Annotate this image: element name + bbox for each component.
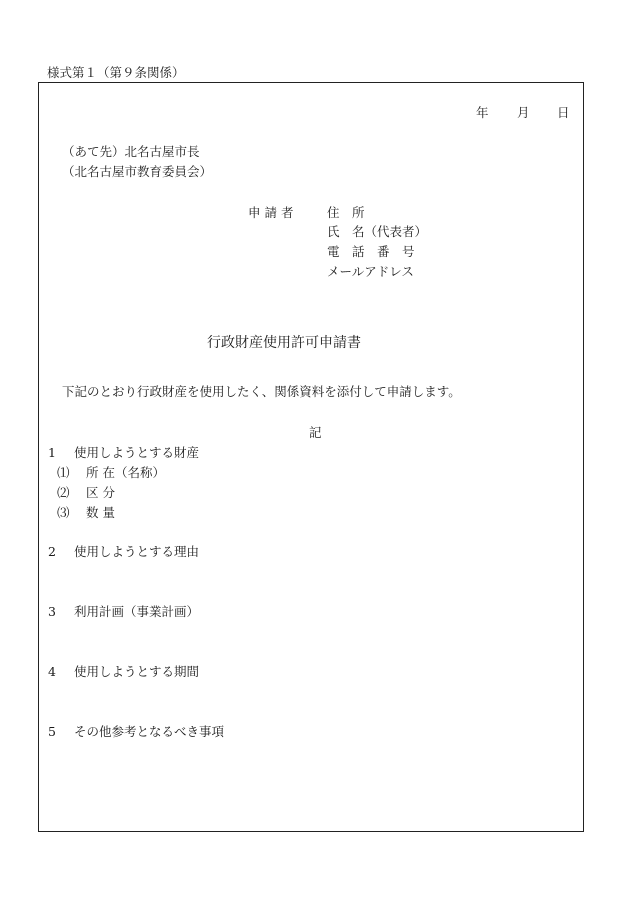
subitem-1-text: 所 在（名称） — [86, 465, 165, 480]
applicant-phone-label: 電 話 番 号 — [327, 244, 415, 259]
section-2-number: 2 — [48, 544, 56, 559]
section-5-title: その他参考となるべき事項 — [74, 724, 225, 739]
date-day: 日 — [557, 105, 570, 120]
section-1-number: 1 — [48, 445, 56, 460]
date-year: 年 — [476, 105, 489, 120]
addressee-board: （北名古屋市教育委員会） — [62, 164, 213, 179]
section-5-number: 5 — [48, 724, 56, 739]
applicant-address-label: 住 所 — [327, 205, 365, 220]
section-1-title: 使用しようとする財産 — [74, 445, 200, 460]
section-4-title: 使用しようとする期間 — [74, 664, 200, 679]
section-3-number: 3 — [48, 604, 56, 619]
intro-text: 下記のとおり行政財産を使用したく、関係資料を添付して申請します。 — [62, 384, 461, 399]
date-month: 月 — [517, 105, 530, 120]
section-3-title: 利用計画（事業計画） — [74, 604, 200, 619]
subitem-2-number: ⑵ — [57, 485, 70, 500]
ki-marker: 記 — [309, 425, 322, 440]
subitem-3-number: ⑶ — [57, 505, 70, 520]
subitem-2-text: 区 分 — [86, 485, 115, 500]
subitem-3-text: 数 量 — [86, 505, 115, 520]
applicant-name-label: 氏 名（代表者） — [327, 224, 428, 239]
document-title: 行政財産使用許可申請書 — [207, 335, 361, 351]
section-4-number: 4 — [48, 664, 56, 679]
section-2-title: 使用しようとする理由 — [74, 544, 200, 559]
form-label: 様式第１（第９条関係） — [47, 65, 185, 80]
applicant-label: 申 請 者 — [248, 205, 294, 220]
applicant-email-label: メールアドレス — [327, 264, 414, 279]
subitem-1-number: ⑴ — [57, 465, 70, 480]
addressee-mayor: （あて先）北名古屋市長 — [62, 144, 200, 159]
